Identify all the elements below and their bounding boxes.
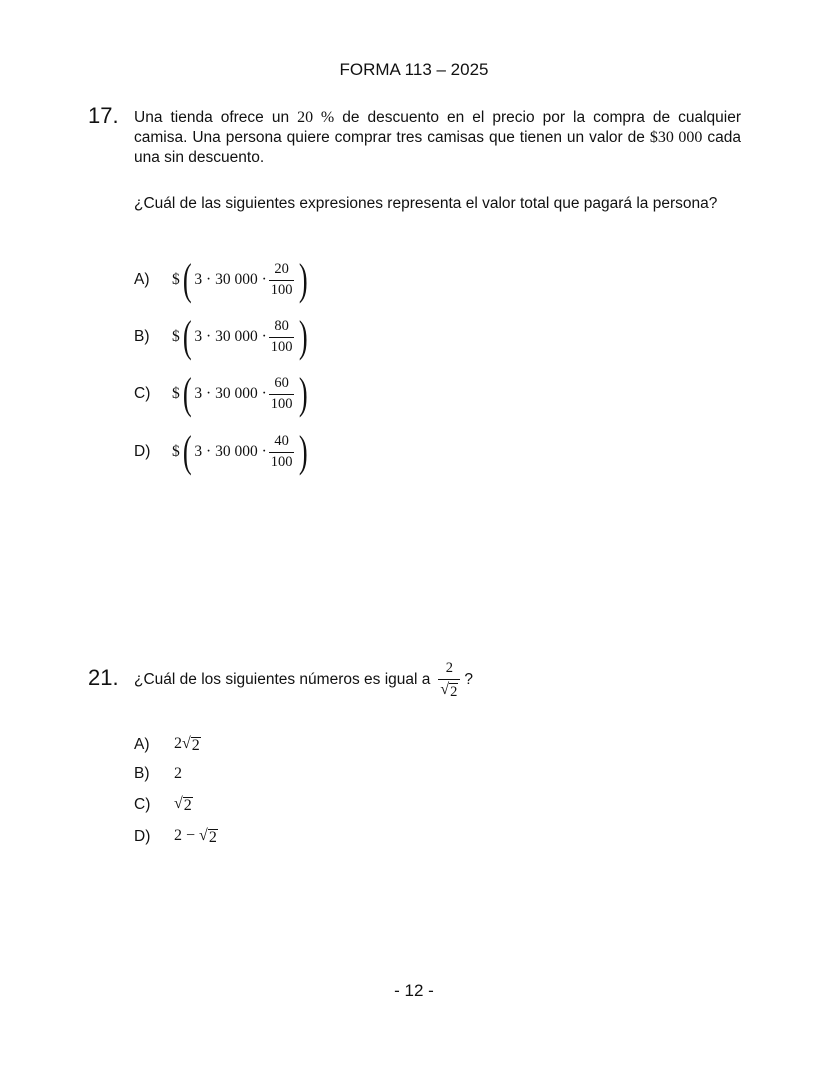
dollar-sign: $ [172,271,180,288]
right-paren: ) [299,312,309,361]
option-c-letter: C) [134,385,151,402]
radical-sign: √ [174,795,183,812]
stem-question-mark: ? [464,671,474,688]
question-17-prompt: ¿Cuál de las siguientes expresiones representa el valor total que pagará la persona? [134,195,718,212]
stem-percent: 20 % [297,109,335,126]
radical-sign: √ [440,681,450,698]
page-number: - 12 - [394,981,434,1000]
question-17-number: 17. [88,103,119,128]
sqrt [182,735,201,754]
radicand: 2 [183,797,192,814]
option-c [134,795,193,814]
radicand: 2 [191,737,200,754]
option-a-letter: A) [134,271,150,288]
option-d-expression [172,427,311,476]
stem-text-2: de descuento en el precio por la compra de cualquier camisa. Una persona quiere comprar tres camisas que tienen un valor de [134,109,742,146]
question-21-stem [134,660,473,700]
radicand: 2 [208,829,217,846]
dollar-sign: $ [172,328,180,345]
left-paren: ( [182,255,192,304]
denominator: 100 [270,339,293,355]
numerator: 60 [274,375,289,391]
sqrt [440,681,458,700]
right-paren: ) [299,255,309,304]
option-a-letter: A) [134,735,150,753]
option-d [134,827,218,846]
option-d-letter: D) [134,827,151,845]
option-d-letter: D) [134,443,151,460]
fraction [269,318,295,356]
dollar-sign: $ [172,443,180,460]
option-b-value: 2 [174,765,182,782]
coefficient: 2 [174,735,182,752]
option-d-value [174,827,218,846]
denominator [438,679,460,700]
numerator: 2 [445,660,454,676]
fraction [269,375,295,413]
left-paren: ( [182,427,192,476]
fraction [269,261,295,299]
option-c-letter: C) [134,795,151,813]
option-a [134,735,201,754]
product: 3 · 30 000 · [194,271,267,288]
option-b-expression [172,312,311,361]
sqrt [199,827,218,846]
option-a-value [174,735,201,754]
fraction [269,433,295,471]
radicand: 2 [450,684,458,700]
numerator: 80 [274,318,289,334]
option-c-expression [172,369,311,418]
question-17-stem [134,108,741,168]
left-paren: ( [182,312,192,361]
numerator: 20 [274,261,289,277]
stem-text: ¿Cuál de los siguientes números es igual a [134,671,431,688]
denominator: 100 [270,454,293,470]
option-c-value [174,795,193,814]
radical-sign: √ [199,827,208,844]
stem-text-3: cada una sin descuento. [134,129,741,166]
right-paren: ) [299,369,309,418]
option-b-letter: B) [134,765,150,782]
option-a-expression [172,255,311,304]
product: 3 · 30 000 · [194,443,267,460]
dollar-sign: $ [172,385,180,402]
stem-text-1: Una tienda ofrece un [134,109,290,126]
stem-fraction [438,660,460,700]
product: 3 · 30 000 · [194,385,267,402]
stem-price: $30 000 [649,129,703,146]
left-paren: ( [182,369,192,418]
product: 3 · 30 000 · [194,328,267,345]
prefix: 2 − [174,827,196,844]
question-21-number: 21. [88,665,119,690]
radical-sign: √ [182,735,191,752]
denominator: 100 [270,282,293,298]
right-paren: ) [299,427,309,476]
page-header: FORMA 113 – 2025 [339,60,489,79]
numerator: 40 [274,433,289,449]
denominator: 100 [270,396,293,412]
sqrt [174,795,193,814]
option-b-letter: B) [134,328,150,345]
option-b [134,765,182,783]
